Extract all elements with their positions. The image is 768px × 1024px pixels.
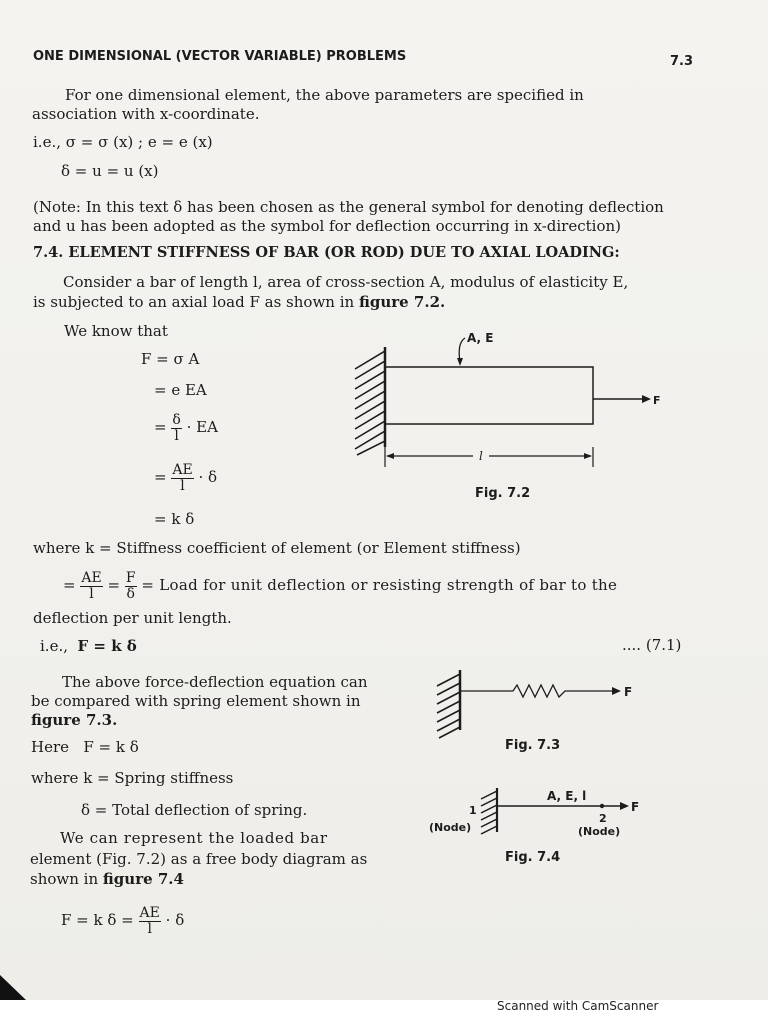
para2-line-3: figure 7.3. [31,711,118,729]
final-equation: F = k δ = $\frac{AE}{l}$ · δ [61,904,185,937]
ratio-line-2: deflection per unit length. [33,609,232,627]
derivation-step-3: = $\frac{\delta}{l}$ · EA [154,411,218,444]
page-number: 7.3 [670,54,694,69]
area-pointer-arrowhead [457,358,463,366]
load-arrowhead [642,395,651,403]
force-arrowhead [620,802,629,810]
para2-line-2: be compared with spring element shown in [31,692,361,710]
label-node-2: (Node) [578,825,621,838]
force-arrowhead [612,687,621,695]
para1-line-2: is subjected to an axial load F as shown in figure 7.2. [33,293,446,311]
caption-fig-7-2: Fig. 7.2 [475,486,531,501]
label-f: F [631,800,640,814]
caption-fig-7-3: Fig. 7.3 [505,738,561,753]
para1-line-1: Consider a bar of length l, area of cross-section A, modulus of elasticity E, [63,273,629,291]
scanner-footer [0,1000,768,1024]
figure-7-2 [345,325,675,515]
equation-7-1: i.e., F = k δ [40,637,137,655]
intro-equation-1: i.e., σ = σ (x) ; e = e (x) [33,133,213,151]
spring-element [460,685,615,697]
label-f: F [653,394,661,407]
label-f: F [624,685,633,699]
intro-equation-2: δ = u = u (x) [61,162,159,180]
wall-hatching [437,674,460,738]
para3-line-2: element (Fig. 7.2) as a free body diagram as [30,850,368,868]
scanner-watermark: Scanned with CamScanner [497,999,659,1013]
figure-7-3 [425,660,645,755]
bar-rectangle [385,367,593,424]
intro-line-1: For one dimensional element, the above parameters are specified in [65,86,584,104]
dimension-arrowhead-left [386,453,394,459]
here-equation: Here F = k δ [31,738,139,756]
note-line-1: (Note: In this text δ has been chosen as the general symbol for denoting deflection [33,198,664,216]
where-spring-stiffness: where k = Spring stiffness [31,769,234,787]
stiffness-ratio: = $\frac{AE}{l}$ = $\frac{F}{\delta}$ = Load for unit deflection or resisting strength of bar to the [63,569,618,602]
para2-line-1: The above force-deflection equation can [62,673,368,691]
para3-line-1: We can represent the loaded bar [60,829,328,847]
we-know-that: We know that [64,322,168,340]
para3-line-3: shown in figure 7.4 [30,870,184,888]
note-line-2: and u has been adopted as the symbol for deflection occurring in x-direction) [33,217,621,235]
caption-fig-7-4: Fig. 7.4 [505,850,561,865]
where-total-deflection: δ = Total deflection of spring. [81,801,308,819]
dimension-arrowhead-right [584,453,592,459]
derivation-step-1: F = σ A [141,350,200,368]
intro-line-2: association with x-coordinate. [32,105,260,123]
figure-7-4 [425,780,655,870]
label-node-2-number: 2 [599,812,607,825]
running-header: ONE DIMENSIONAL (VECTOR VARIABLE) PROBLEMS [33,49,407,64]
where-stiffness: where k = Stiffness coefficient of element (or Element stiffness) [33,539,521,557]
derivation-step-2: = e EA [154,381,207,399]
equation-number: .... (7.1) [622,636,682,654]
node-2-point [600,804,604,808]
label-length: l [479,449,483,463]
derivation-step-5: = k δ [154,510,195,528]
label-node-1-number: 1 [469,804,477,817]
label-node-1: (Node) [429,821,472,834]
label-a-e-l: A, E, l [547,789,587,803]
section-heading: 7.4. ELEMENT STIFFNESS OF BAR (OR ROD) DUE TO AXIAL LOADING: [33,244,620,261]
wall-hatching [481,791,497,834]
derivation-step-4: = $\frac{AE}{l}$ · δ [154,461,218,494]
label-a-e: A, E [467,331,494,345]
page-corner-shadow [0,975,26,1000]
wall-hatching [355,351,385,455]
